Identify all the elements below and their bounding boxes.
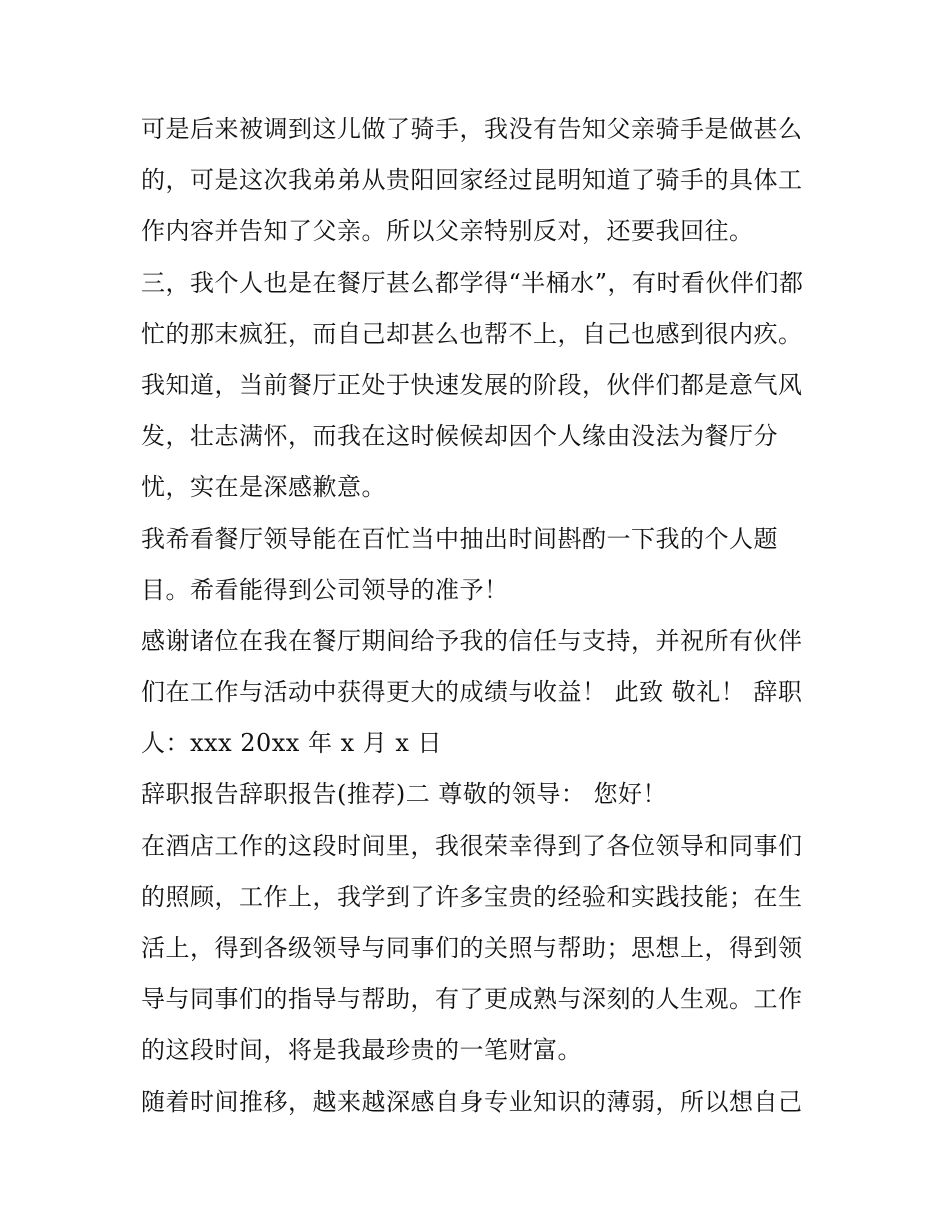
text-line: 三，我个人也是在餐厅甚么都学得“半桶水”，有时看伙伴们都 [141,268,804,297]
text-line: 忙的那末疯狂，而自己却甚么也帮不上，自己也感到很内疚。 [141,319,803,348]
text-line: 导与同事们的指导与帮助，有了更成熟与深刻的人生观。工作 [141,985,803,1014]
text-line: 们在工作与活动中获得更大的成绩与收益！ 此致 敬礼！ 辞职 [141,678,803,707]
document-body [141,108,821,1132]
text-line: 发，壮志满怀，而我在这时候候却因个人缘由没法为餐厅分 [141,422,778,451]
text-line: 我希看餐厅领导能在百忙当中抽出时间斟酌一下我的个人题 [141,524,778,553]
text-line: 活上，得到各级领导与同事们的关照与帮助；思想上，得到领 [141,934,803,962]
text-line: 的照顾，工作上，我学到了许多宝贵的经验和实践技能；在生 [141,882,803,911]
text-line: 可是后来被调到这儿做了骑手，我没有告知父亲骑手是做甚么 [141,115,803,143]
text-line: 我知道，当前餐厅正处于快速发展的阶段，伙伴们都是意气风 [141,370,803,399]
text-line: 的，可是这次我弟弟从贵阳回家经过昆明知道了骑手的具体工 [141,166,803,195]
text-line: 人：xxx 20xx 年 x 月 x 日 [141,729,443,758]
text-line: 的这段时间，将是我最珍贵的一笔财富。 [141,1036,582,1065]
text-line: 忧，实在是深感歉意。 [141,473,386,502]
text-line: 感谢诸位在我在餐厅期间给予我的信任与支持，并祝所有伙伴 [141,626,803,655]
text-line: 目。希看能得到公司领导的准予！ [141,575,509,604]
text-line: 作内容并告知了父亲。所以父亲特别反对，还要我回往。 [141,217,754,246]
text-line: 辞职报告辞职报告(推荐)二 尊敬的领导： 您好！ [141,780,667,809]
text-line: 在酒店工作的这段时间里，我很荣幸得到了各位领导和同事们 [141,831,803,860]
text-line: 随着时间推移，越来越深感自身专业知识的薄弱，所以想自己 [141,1087,803,1116]
